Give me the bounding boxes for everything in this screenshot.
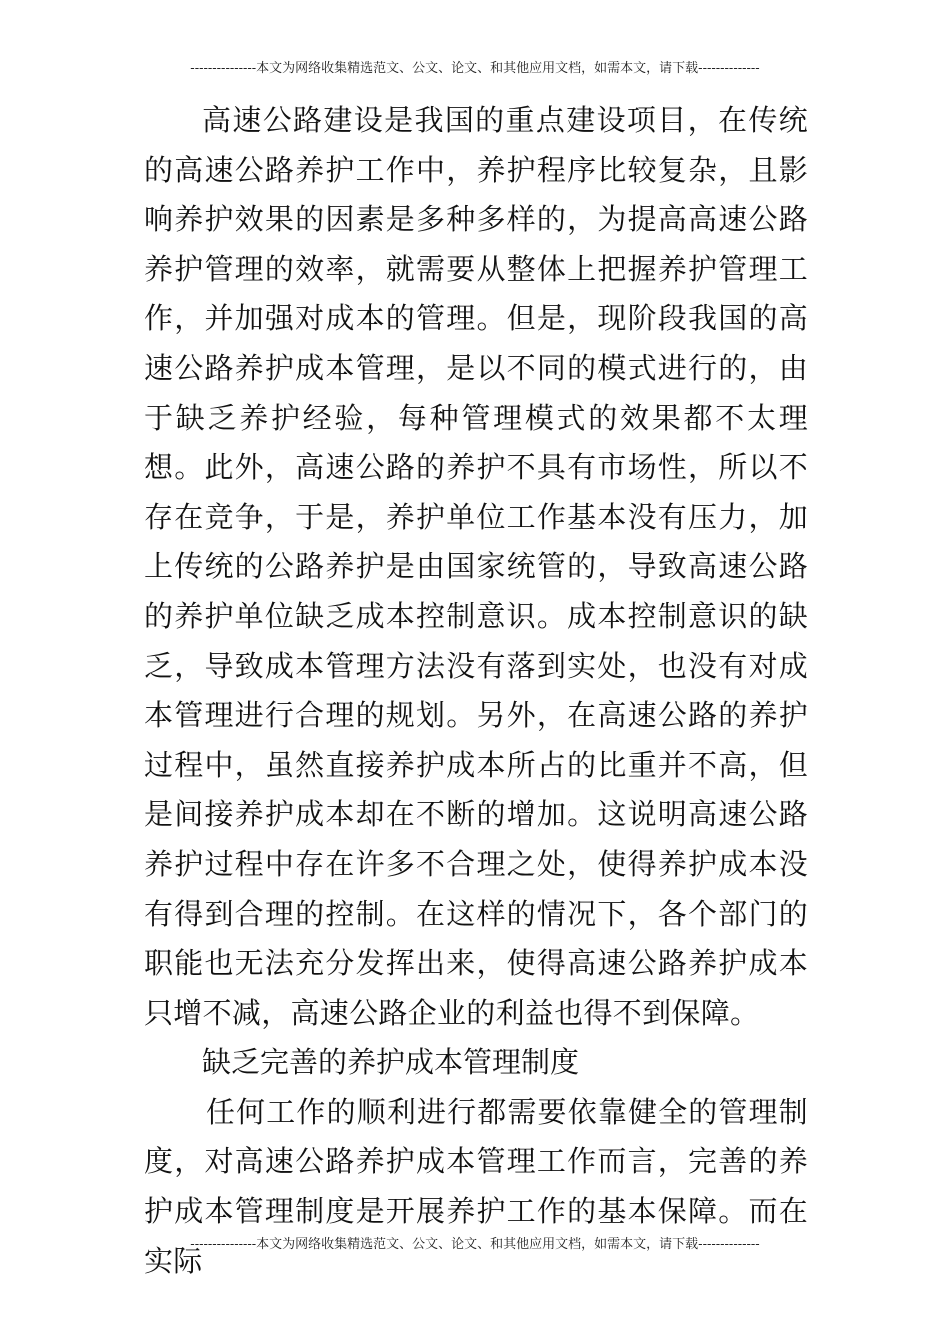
document-body — [144, 96, 808, 1286]
body-paragraph-1: 高速公路建设是我国的重点建设项目，在传统的高速公路养护工作中，养护程序比较复杂，且影响养护效果的因素是多种多样的，为提高高速公路养护管理的效率，就需要从整体上把握养护管理工作，并加强对成本的管理。但是，现阶段我国的高速公路养护成本管理，是以不同的模式进行的，由于缺乏养护经验，每种管理模式的效果都不太理想。此外，高速公路的养护不具有市场性，所以不存在竞争，于是，养护单位工作基本没有压力，加上传统的公路养护是由国家统管的，导致高速公路的养护单位缺乏成本控制意识。成本控制意识的缺乏，导致成本管理方法没有落到实处，也没有对成本管理进行合理的规划。另外，在高速公路的养护过程中，虽然直接养护成本所占的比重并不高，但是间接养护成本却在不断的增加。这说明高速公路养护过程中存在许多不合理之处，使得养护成本没有得到合理的控制。在这样的情况下，各个部门的职能也无法充分发挥出来，使得高速公路养护成本只增不减，高速公路企业的利益也得不到保障。 — [144, 103, 808, 1030]
page-header: ---------------本文为网络收集精选范文、公文、论文、和其他应用文档，如需本文，请下载-------------- — [190, 61, 760, 76]
section-heading: 缺乏完善的养护成本管理制度 — [202, 1045, 580, 1080]
body-paragraph-2: 任何工作的顺利进行都需要依靠健全的管理制度，对高速公路养护成本管理工作而言，完善的养护成本管理制度是开展养护工作的基本保障。而在实际 — [144, 1094, 808, 1278]
page-footer: ---------------本文为网络收集精选范文、公文、论文、和其他应用文档，如需本文，请下载-------------- — [190, 1237, 760, 1252]
